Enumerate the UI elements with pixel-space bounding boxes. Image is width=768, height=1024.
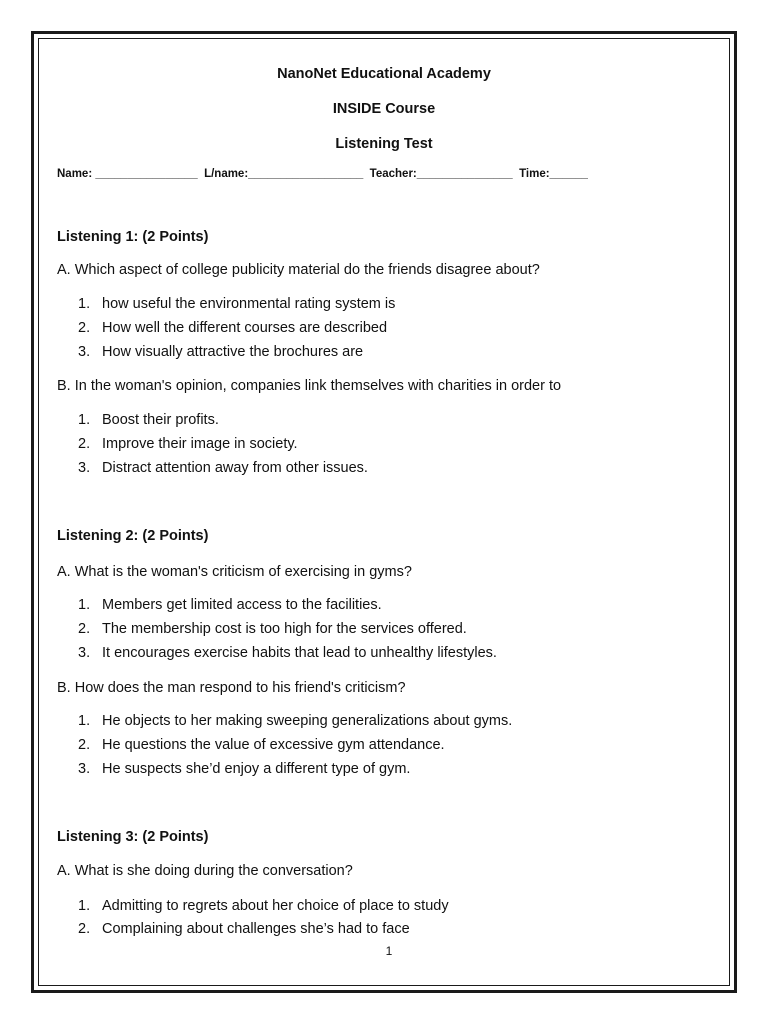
option-text: Complaining about challenges she’s had to face bbox=[102, 921, 410, 937]
option-number: 3. bbox=[78, 460, 91, 476]
section-title-listening-3: Listening 3: (2 Points) bbox=[57, 829, 209, 845]
student-info-fields: Name: ________________ L/name:__________________ Teacher:_______________ Time:______ bbox=[57, 168, 588, 180]
test-title: Listening Test bbox=[335, 136, 433, 152]
question-2a: A. What is the woman's criticism of exercising in gyms? bbox=[57, 564, 412, 580]
option-number: 3. bbox=[78, 344, 91, 360]
option-text: The membership cost is too high for the services offered. bbox=[102, 621, 467, 637]
question-2b: B. How does the man respond to his friend's criticism? bbox=[57, 680, 406, 696]
option-2a-3 bbox=[78, 645, 497, 661]
section-title-listening-2: Listening 2: (2 Points) bbox=[57, 528, 209, 544]
option-2a-2 bbox=[78, 621, 467, 637]
option-1a-1 bbox=[78, 296, 395, 312]
course-name: INSIDE Course bbox=[332, 101, 436, 117]
option-2a-1 bbox=[78, 597, 382, 613]
option-number: 1. bbox=[78, 597, 91, 613]
option-number: 3. bbox=[78, 761, 91, 777]
option-number: 3. bbox=[78, 645, 91, 661]
question-1b: B. In the woman's opinion, companies link themselves with charities in order to bbox=[57, 378, 562, 394]
academy-name: NanoNet Educational Academy bbox=[277, 66, 491, 82]
option-2b-3 bbox=[78, 761, 410, 777]
option-number: 2. bbox=[78, 320, 91, 336]
option-number: 2. bbox=[78, 737, 91, 753]
option-text: Admitting to regrets about her choice of place to study bbox=[102, 898, 449, 914]
option-text: How visually attractive the brochures are bbox=[102, 344, 364, 360]
option-number: 2. bbox=[78, 436, 91, 452]
option-1b-2 bbox=[78, 436, 298, 452]
option-text: Members get limited access to the facilities. bbox=[102, 597, 382, 613]
option-1a-2 bbox=[78, 320, 387, 336]
option-text: How well the different courses are described bbox=[102, 320, 388, 336]
option-1b-3 bbox=[78, 460, 368, 476]
question-3a: A. What is she doing during the conversation? bbox=[57, 863, 353, 879]
option-text: He suspects she’d enjoy a different type of gym. bbox=[102, 761, 411, 777]
section-title-listening-1: Listening 1: (2 Points) bbox=[57, 229, 209, 245]
option-text: Distract attention away from other issues. bbox=[102, 460, 368, 476]
option-number: 1. bbox=[78, 412, 91, 428]
option-number: 1. bbox=[78, 898, 91, 914]
question-1a: A. Which aspect of college publicity material do the friends disagree about? bbox=[57, 262, 540, 278]
option-number: 2. bbox=[78, 921, 91, 937]
option-text: Improve their image in society. bbox=[102, 436, 298, 452]
option-number: 1. bbox=[78, 296, 91, 312]
option-number: 1. bbox=[78, 713, 91, 729]
option-1a-3 bbox=[78, 344, 363, 360]
page-number: 1 bbox=[385, 944, 393, 958]
option-number: 2. bbox=[78, 621, 91, 637]
option-text: It encourages exercise habits that lead to unhealthy lifestyles. bbox=[102, 645, 497, 661]
option-text: Boost their profits. bbox=[102, 412, 219, 428]
option-2b-2 bbox=[78, 737, 445, 753]
option-1b-1 bbox=[78, 412, 219, 428]
option-3a-2 bbox=[78, 921, 410, 937]
option-text: He questions the value of excessive gym attendance. bbox=[102, 737, 445, 753]
option-text: how useful the environmental rating system is bbox=[102, 296, 396, 312]
option-3a-1 bbox=[78, 898, 449, 914]
option-text: He objects to her making sweeping generalizations about gyms. bbox=[102, 713, 513, 729]
option-2b-1 bbox=[78, 713, 512, 729]
